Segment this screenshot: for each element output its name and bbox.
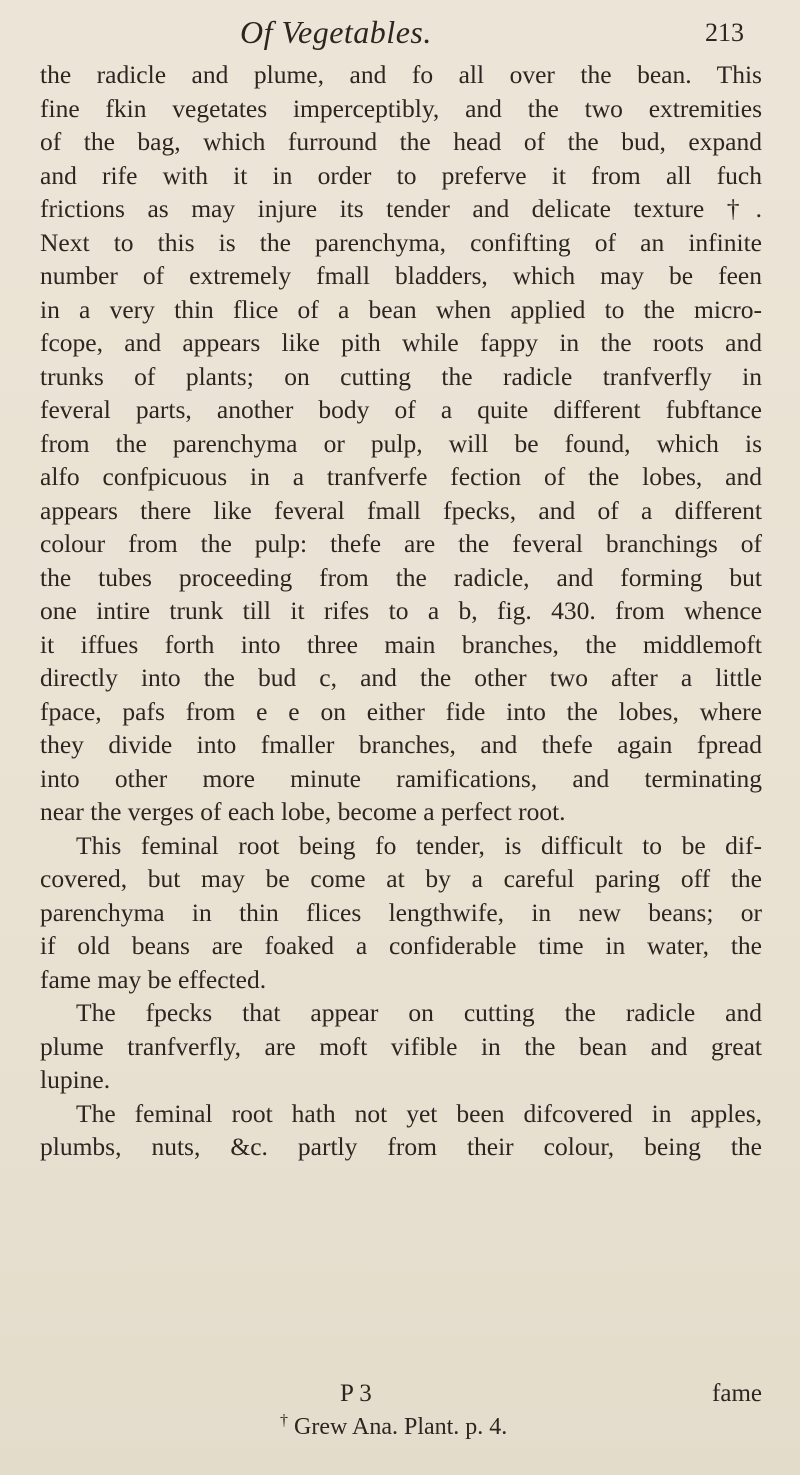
text-line: in a very thin flice of a bean when applied to the micro- xyxy=(40,294,762,324)
text-line: frictions as may injure its tender and delicate texture †. xyxy=(40,194,762,223)
text-line: lupine. xyxy=(40,1065,111,1094)
text-line: and rife with it in order to preferve it from all fuch xyxy=(40,160,762,190)
page-header xyxy=(0,14,800,54)
text-line: The fpecks that appear on cutting the radicle and xyxy=(76,998,762,1027)
footnote-text: Grew Ana. Plant. p. 4. xyxy=(294,1414,508,1440)
text-line: fine fkin vegetates imperceptibly, and the two extremities xyxy=(40,93,762,123)
running-title: Of Vegetables. xyxy=(240,14,432,50)
text-line: fcope, and appears like pith while fappy in the roots and xyxy=(40,328,762,357)
text-line: it iffues forth into three main branches, the middlemoft xyxy=(40,629,762,659)
catchword: fame xyxy=(712,1380,762,1407)
text-line: from the parenchyma or pulp, will be found, which is xyxy=(40,428,762,458)
text-line: covered, but may be come at by a careful paring off the xyxy=(40,864,762,893)
text-line: the radicle and plume, and fo all over the bean. This xyxy=(40,60,762,89)
text-line: of the bag, which furround the head of the bud, expand xyxy=(40,127,762,156)
text-line: Next to this is the parenchyma, confifting of an infinite xyxy=(40,227,762,257)
text-line: This feminal root being fo tender, is difficult to be dif- xyxy=(76,830,762,860)
body-text xyxy=(40,58,762,1164)
text-line: near the verges of each lobe, become a perfect root. xyxy=(40,797,566,826)
footnote xyxy=(280,1412,507,1441)
text-line: appears there like feveral fmall fpecks, and of a different xyxy=(40,495,762,525)
catchline xyxy=(40,1380,762,1414)
text-line: number of extremely fmall bladders, which may be feen xyxy=(40,261,762,290)
footnote-mark: † xyxy=(280,1412,288,1429)
text-line: plumbs, nuts, &c. partly from their colour, being the xyxy=(40,1132,762,1161)
text-line: directly into the bud c, and the other two after a little xyxy=(40,663,762,692)
text-line: the tubes proceeding from the radicle, and forming but xyxy=(40,562,762,592)
text-line: fame may be effected. xyxy=(40,964,267,994)
text-line: feveral parts, another body of a quite different fubftance xyxy=(40,395,762,424)
text-line: one intire trunk till it rifes to a b, fig. 430. from whence xyxy=(40,596,762,625)
signature-mark: P 3 xyxy=(340,1380,372,1407)
text-line: parenchyma in thin flices lengthwife, in new beans; or xyxy=(40,897,762,927)
text-line: if old beans are foaked a confiderable time in water, the xyxy=(40,931,762,960)
page-number: 213 xyxy=(705,18,744,47)
text-line: The feminal root hath not yet been difcovered in apples, xyxy=(76,1098,762,1128)
text-line: they divide into fmaller branches, and thefe again fpread xyxy=(40,730,762,759)
text-line: trunks of plants; on cutting the radicle tranfverfly in xyxy=(40,361,762,391)
text-line: into other more minute ramifications, and terminating xyxy=(40,763,762,793)
text-line: colour from the pulp: thefe are the feveral branchings of xyxy=(40,529,762,558)
text-line: alfo confpicuous in a tranfverfe fection of the lobes, and xyxy=(40,462,762,491)
text-line: fpace, pafs from e e on either fide into the lobes, where xyxy=(40,696,762,726)
text-line: plume tranfverfly, are moft vifible in the bean and great xyxy=(40,1031,762,1061)
